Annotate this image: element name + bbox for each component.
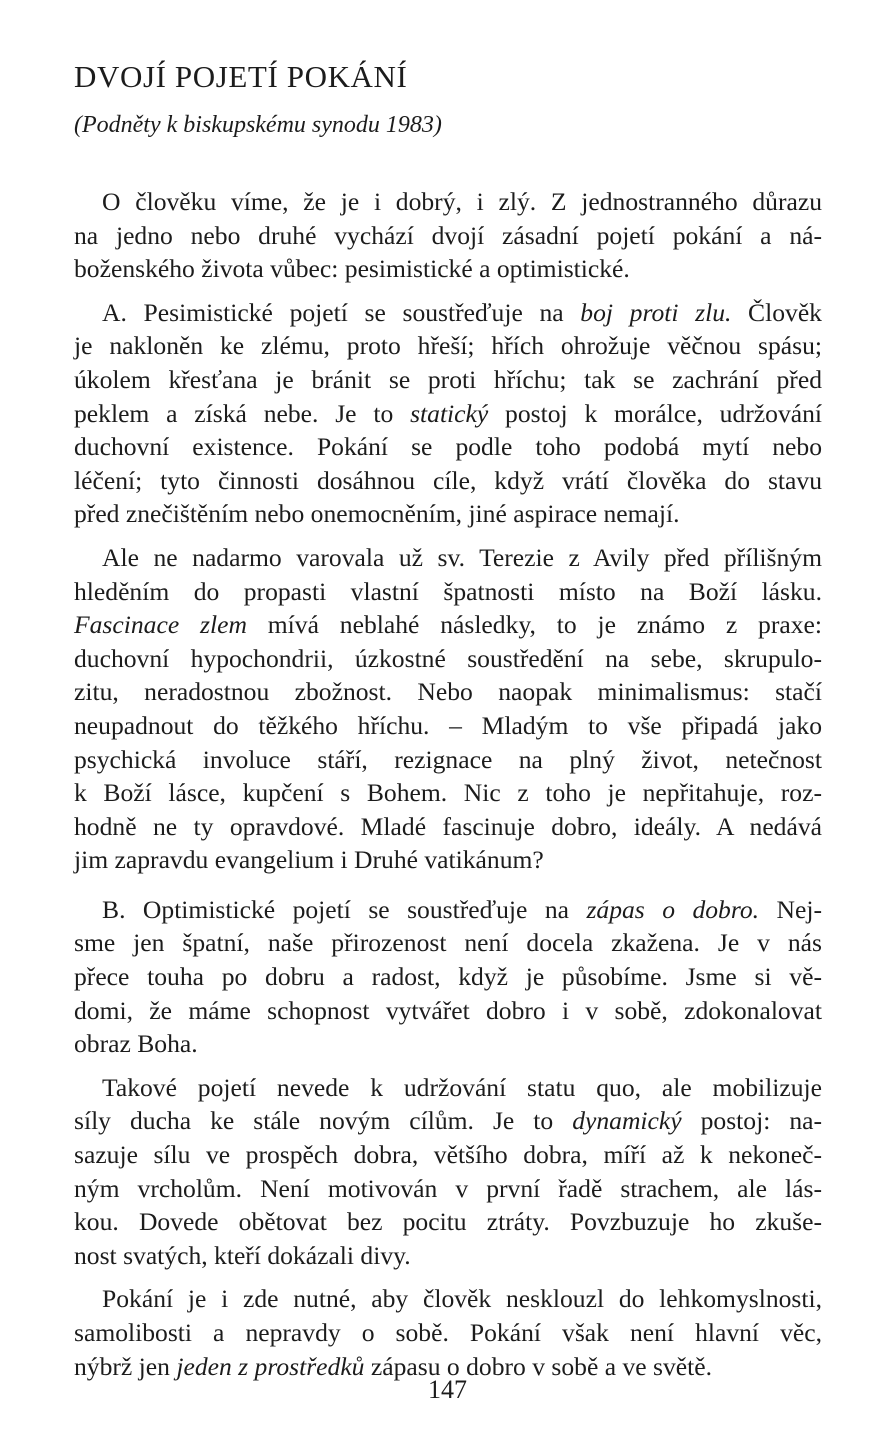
- text-line: [74, 1027, 822, 1061]
- text-segment: sme jen špatní, naše přirozenost není docela zkažena. Je v nás: [74, 928, 822, 958]
- text-segment: úkolem křesťana je bránit se proti hříchu; tak se zachrání před: [74, 364, 822, 394]
- text-segment: duchovní existence. Pokání se podle toho podobá mytí nebo: [74, 432, 822, 462]
- text-segment: zitu, neradostnou zbožnost. Nebo naopak minimalismus: stačí: [74, 677, 822, 707]
- text-line: [74, 926, 822, 960]
- text-segment: sazuje sílu ve prospěch dobra, většího dobra, míří až k nekoneč-: [74, 1140, 822, 1170]
- text-line: [74, 296, 822, 330]
- paragraph: [74, 185, 822, 286]
- paragraph: [74, 541, 822, 877]
- text-segment: k Boží lásce, kupčení s Bohem. Nic z toho je nepřitahuje, roz-: [74, 778, 822, 808]
- emphasis-text: boj proti zlu.: [580, 297, 732, 327]
- text-line: [74, 675, 822, 709]
- chapter-body: [74, 185, 822, 1383]
- text-segment: nost svatých, kteří dokázali divy.: [74, 1240, 411, 1270]
- text-line: [74, 252, 822, 286]
- text-segment: boženského života vůbec: pesimistické a optimistické.: [74, 254, 630, 284]
- text-segment: síly ducha ke stále novým cílům. Je to: [74, 1106, 573, 1136]
- text-segment: postoj k morálce, udržování: [488, 398, 823, 428]
- text-segment: domi, že máme schopnost vytvářet dobro i v sobě, zdokonalovat: [74, 995, 822, 1025]
- text-line: [74, 430, 822, 464]
- text-segment: hodně ne ty opravdové. Mladé fascinuje dobro, ideály. A nedává: [74, 811, 822, 841]
- text-line: [74, 1071, 822, 1105]
- text-segment: neupadnout do těžkého hříchu. – Mladým to vše připadá jako: [74, 710, 822, 740]
- text-segment: léčení; tyto činnosti dosáhnou cíle, když vrátí člověka do stavu: [74, 465, 822, 495]
- text-segment: samolibosti a nepravdy o sobě. Pokání však není hlavní věc,: [74, 1318, 822, 1347]
- paragraph: [74, 893, 822, 1061]
- paragraph: [74, 1282, 822, 1383]
- text-segment: mívá neblahé následky, to je známo z praxe:: [246, 610, 822, 640]
- text-line: [74, 1282, 822, 1316]
- text-segment: postoj: na-: [681, 1106, 822, 1136]
- text-line: [74, 1205, 822, 1239]
- paragraph: [74, 1071, 822, 1273]
- emphasis-text: statický: [410, 398, 489, 428]
- text-segment: hleděním do propasti vlastní špatnosti místo na Boží lásku.: [74, 576, 822, 606]
- text-segment: nýbrž jen: [74, 1351, 177, 1381]
- paragraph: [74, 296, 822, 531]
- text-line: [74, 1239, 822, 1273]
- text-line: [74, 709, 822, 743]
- emphasis-text: zápas o dobro.: [586, 894, 760, 924]
- text-segment: Takové pojetí nevede k udržování statu quo, ale mobilizuje: [102, 1072, 822, 1102]
- text-line: [74, 541, 822, 575]
- text-segment: zápasu o dobro v sobě a ve světě.: [364, 1351, 713, 1381]
- text-segment: Pokání je i zde nutné, aby člověk nesklouzl do lehkomyslnosti,: [102, 1284, 822, 1314]
- text-line: [74, 363, 822, 397]
- text-segment: je nakloněn ke zlému, proto hřeší; hřích ohrožuje věčnou spásu;: [74, 331, 822, 361]
- text-line: [74, 960, 822, 994]
- text-segment: O člověku víme, že je i dobrý, i zlý. Z jednostranného důrazu: [102, 187, 822, 216]
- text-segment: kou. Dovede obětovat bez pocitu ztráty. Povzbuzuje ho zkuše-: [74, 1207, 822, 1237]
- text-segment: obraz Boha.: [74, 1029, 198, 1059]
- text-line: [74, 810, 822, 844]
- text-segment: B. Optimistické pojetí se soustřeďuje na: [102, 894, 587, 924]
- text-line: [74, 893, 822, 927]
- text-line: [74, 642, 822, 676]
- text-line: [74, 464, 822, 498]
- text-line: [74, 776, 822, 810]
- text-segment: Ale ne nadarmo varovala už sv. Terezie z Avily před přílišným: [102, 542, 822, 572]
- text-segment: ným vrcholům. Není motivován v první řadě strachem, ale lás-: [74, 1173, 822, 1203]
- emphasis-text: dynamický: [572, 1106, 682, 1136]
- text-segment: Člověk: [731, 297, 822, 327]
- text-segment: A. Pesimistické pojetí se soustřeďuje na: [102, 297, 581, 327]
- text-line: [74, 994, 822, 1028]
- emphasis-text: jeden z prostředků: [176, 1351, 365, 1381]
- text-line: [74, 329, 822, 363]
- text-segment: psychická involuce stáří, rezignace na plný život, netečnost: [74, 744, 822, 774]
- text-line: [74, 843, 822, 877]
- text-segment: přece touha po dobru a radost, když je působíme. Jsme si vě-: [74, 962, 822, 992]
- chapter-subtitle: (Podněty k biskupskému synodu 1983): [74, 112, 442, 138]
- chapter-title: DVOJÍ POJETÍ POKÁNÍ: [74, 59, 408, 94]
- text-segment: před znečištěním nebo onemocněním, jiné aspirace nemají.: [74, 499, 680, 529]
- text-line: [74, 1316, 822, 1350]
- text-line: [74, 219, 822, 253]
- text-line: [74, 397, 822, 431]
- text-segment: na jedno nebo druhé vychází dvojí zásadní pojetí pokání a ná-: [74, 220, 822, 250]
- text-segment: duchovní hypochondrii, úzkostné soustředění na sebe, skrupulo-: [74, 643, 822, 673]
- text-line: [74, 497, 822, 531]
- text-line: [74, 608, 822, 642]
- text-line: [74, 1172, 822, 1206]
- text-segment: Nej-: [759, 894, 822, 924]
- page-number: 147: [428, 1375, 467, 1404]
- text-line: [74, 575, 822, 609]
- emphasis-text: Fascinace zlem: [74, 610, 247, 640]
- text-line: [74, 743, 822, 777]
- text-line: [74, 1104, 822, 1138]
- text-segment: peklem a získá nebe. Je to: [74, 398, 411, 428]
- text-line: [74, 1138, 822, 1172]
- text-segment: jim zapravdu evangelium i Druhé vatikánum?: [74, 845, 544, 875]
- text-line: [74, 185, 822, 219]
- book-page: [74, 58, 822, 1383]
